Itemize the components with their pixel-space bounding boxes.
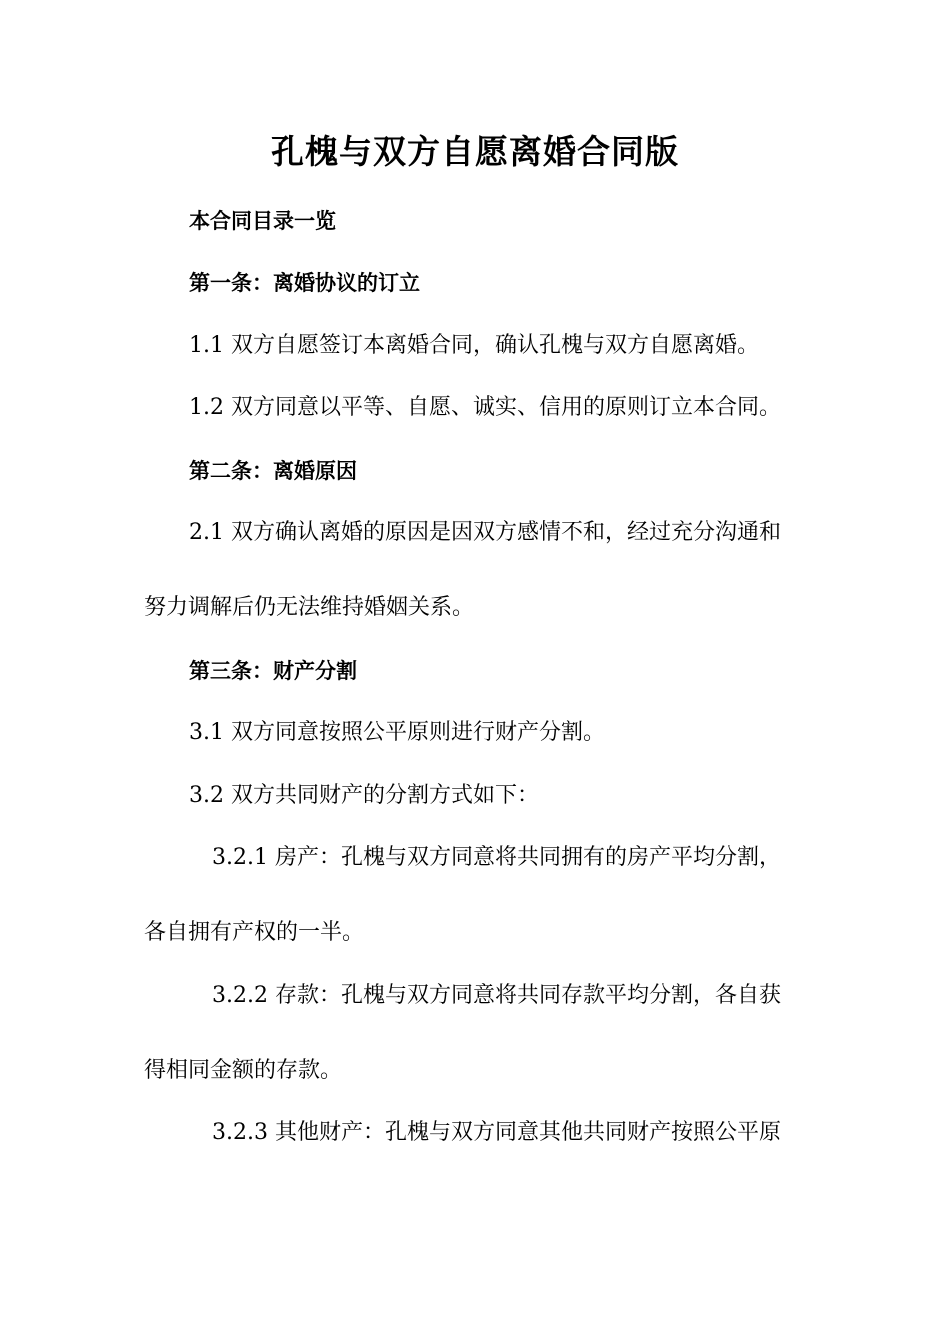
clause-3-1: 3.1 双方同意按照公平原则进行财产分割。	[189, 720, 605, 745]
clause-2-1-line-1: 2.1 双方确认离婚的原因是因双方感情不和，经过充分沟通和	[189, 520, 781, 545]
toc-heading: 本合同目录一览	[189, 209, 336, 233]
clause-2-1-line-2: 努力调解后仍无法维持婚姻关系。	[144, 595, 475, 620]
clause-3-2-1-line-1: 3.2.1 房产：孔槐与双方同意将共同拥有的房产平均分割，	[212, 845, 781, 870]
clause-3-2-1-line-2: 各自拥有产权的一半。	[144, 920, 365, 945]
clause-3-2-2-line-1: 3.2.2 存款：孔槐与双方同意将共同存款平均分割，各自获	[212, 983, 781, 1008]
article-2-heading: 第二条：离婚原因	[189, 459, 357, 483]
clause-3-2-2-line-2: 得相同金额的存款。	[144, 1058, 343, 1083]
clause-1-2: 1.2 双方同意以平等、自愿、诚实、信用的原则订立本合同。	[189, 395, 781, 420]
clause-1-1: 1.1 双方自愿签订本离婚合同，确认孔槐与双方自愿离婚。	[189, 333, 759, 358]
document-title: 孔槐与双方自愿离婚合同版	[271, 132, 679, 171]
clause-3-2: 3.2 双方共同财产的分割方式如下：	[189, 783, 539, 808]
article-1-heading: 第一条：离婚协议的订立	[189, 271, 420, 295]
article-3-heading: 第三条：财产分割	[189, 659, 357, 683]
clause-3-2-3-line-1: 3.2.3 其他财产：孔槐与双方同意其他共同财产按照公平原	[212, 1120, 781, 1145]
